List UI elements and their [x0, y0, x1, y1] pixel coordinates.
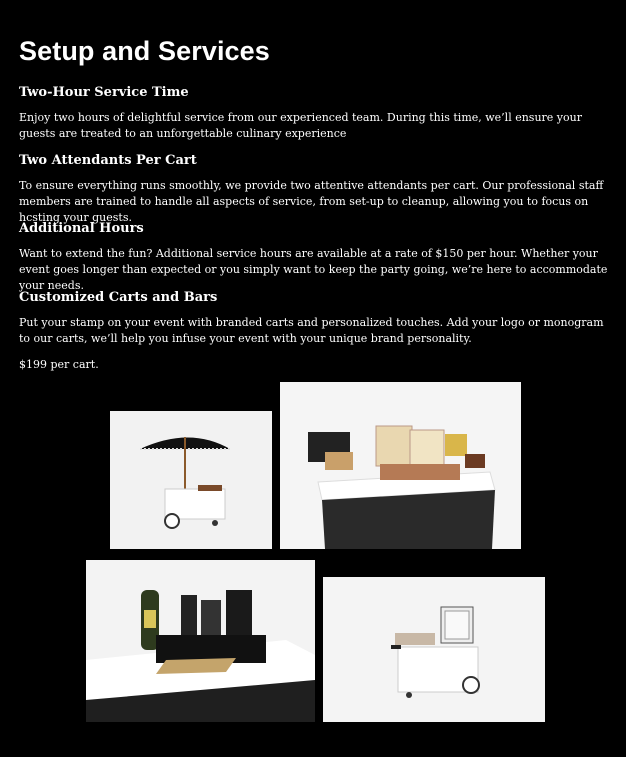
section-attendants [19, 153, 614, 226]
section-heading: Two-Hour Service Time [19, 85, 189, 100]
popcorn-cart-photo [323, 577, 545, 722]
section-heading: Two Attendants Per Cart [19, 153, 197, 168]
section-additional-hours [19, 221, 614, 294]
section-body: To ensure everything runs smoothly, we provide two attentive attendants per cart. Our professional staff members are trained to handle all aspects of service, from set-up to cleanup, allowing you to focus on hcsting your guests. [19, 179, 604, 224]
section-heading: Customized Carts and Bars [19, 290, 218, 305]
price-text: $199 per cart. [19, 358, 99, 371]
section-body: Put your stamp on your event with branded carts and personalized touches. Add your logo or monogram to our carts, we’ll help you infuse your event with your unique brand personality. [19, 316, 604, 345]
umbrella-cart-photo [110, 411, 272, 549]
section-customized-carts [19, 290, 614, 347]
section-service-time [19, 85, 614, 142]
cigar-bar-photo [280, 382, 521, 549]
page-title: Setup and Services [19, 36, 270, 66]
bottles-bar-photo [86, 560, 315, 722]
section-body: Enjoy two hours of delightful service from our experienced team. During this time, we’ll ensure your guests are treated to an unforgettable culinary experience [19, 111, 582, 140]
section-heading: Additional Hours [19, 221, 144, 236]
section-body: Want to extend the fun? Additional service hours are available at a rate of $150 per hour. Whether your event goes longer than expected or you simply want to keep the party going, we’re here to accommodate your needs. [19, 247, 608, 292]
